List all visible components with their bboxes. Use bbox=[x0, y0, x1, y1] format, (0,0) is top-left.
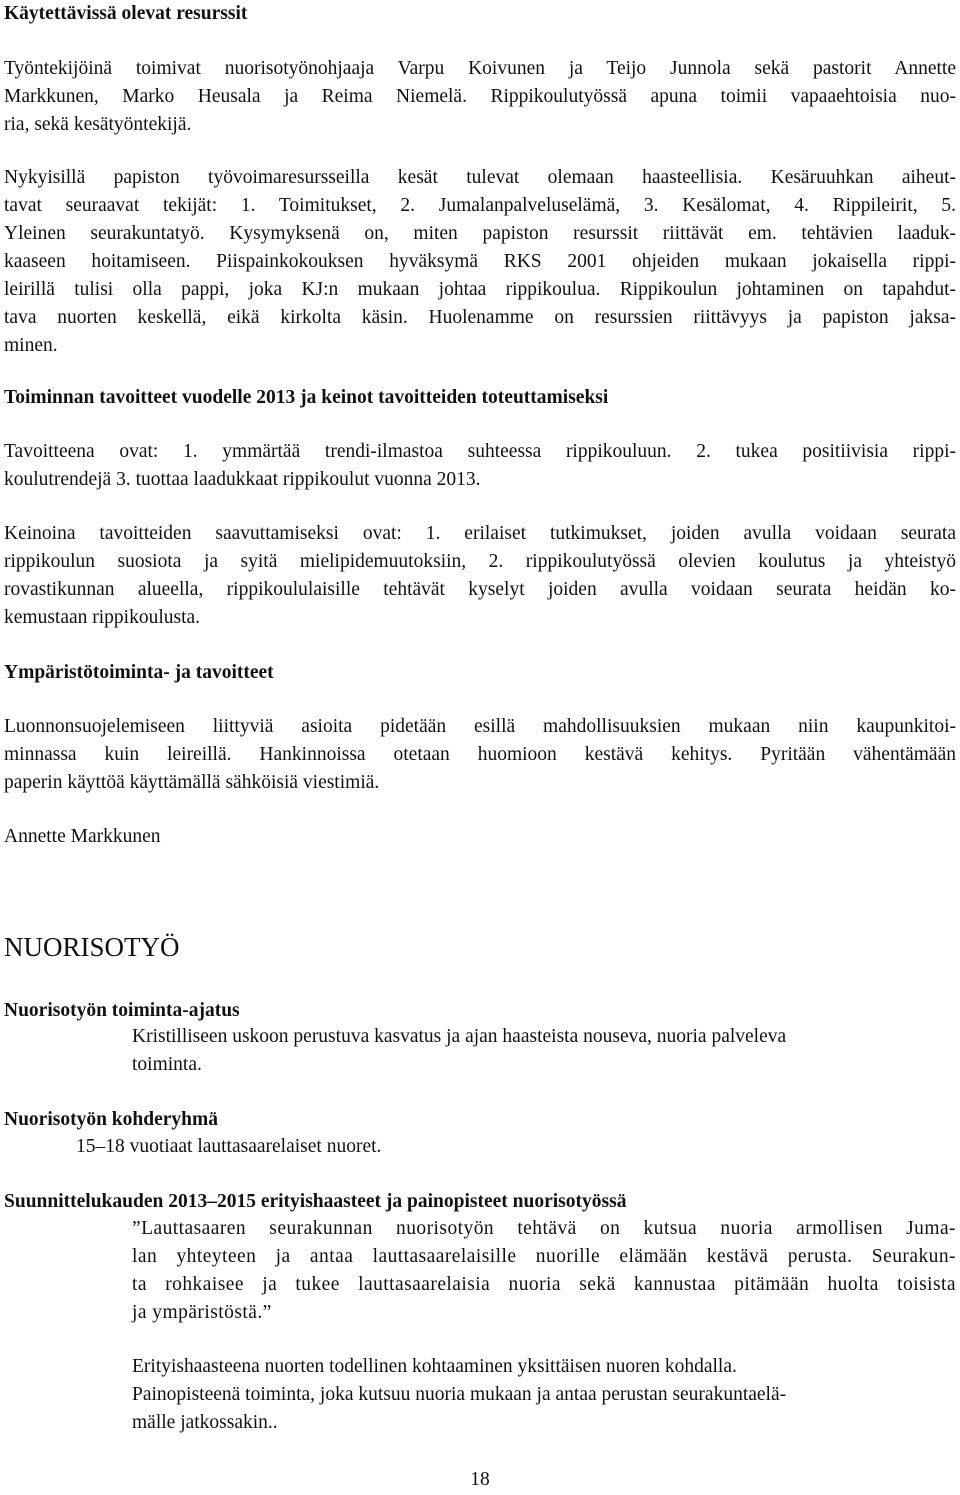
paragraph-line: tavat seuraavat tekijät: 1. Toimitukset, 2. Jumalanpalveluselämä, 3. Kesälomat, 4. Rippileirit, 5. bbox=[4, 195, 956, 216]
paragraph-line: Keinoina tavoitteiden saavuttamiseksi ovat: 1. erilaiset tutkimukset, joiden avulla voidaan seurata bbox=[4, 523, 956, 544]
paragraph-line: Markkunen, Marko Heusala ja Reima Niemelä. Rippikoulutyössä apuna toimii vapaaehtoisia nuo- bbox=[4, 86, 956, 107]
paragraph-line: tava nuorten keskellä, eikä kirkolta käsin. Huolenamme on resurssien riittävyys ja papiston jaksa- bbox=[4, 307, 956, 328]
paragraph-line: rippikoulun suosiota ja syitä mielipidemuutoksiin, 2. rippikoulutyössä olevien koulutus ja yhteistyö bbox=[4, 551, 956, 572]
paragraph-line: ria, sekä kesätyöntekijä. bbox=[4, 114, 192, 135]
signature-name: Annette Markkunen bbox=[4, 826, 161, 847]
paragraph-line: 15–18 vuotiaat lauttasaarelaiset nuoret. bbox=[76, 1136, 382, 1157]
paragraph-line: Erityishaasteena nuorten todellinen kohtaaminen yksittäisen nuoren kohdalla. bbox=[132, 1356, 737, 1377]
paragraph-line: Tavoitteena ovat: 1. ymmärtää trendi-ilmastoa suhteessa rippikouluun. 2. tukea positiivisia rippi- bbox=[4, 441, 956, 462]
page-title: NUORISOTYÖ bbox=[4, 932, 180, 962]
paragraph-line: toiminta. bbox=[132, 1054, 202, 1075]
paragraph-line: leirillä tulisi olla pappi, joka KJ:n mukaan johtaa rippikoulua. Rippikoulun johtaminen on tapahdut- bbox=[4, 279, 956, 300]
section-heading-environment: Ympäristötoiminta- ja tavoitteet bbox=[4, 662, 274, 683]
subheading-focus-areas: Suunnittelukauden 2013–2015 erityishaasteet ja painopisteet nuorisotyössä bbox=[4, 1191, 627, 1212]
paragraph-line: Työntekijöinä toimivat nuorisotyönohjaaja Varpu Koivunen ja Teijo Junnola sekä pastorit Annette bbox=[4, 58, 956, 79]
section-heading-resources: Käytettävissä olevat resurssit bbox=[4, 3, 248, 24]
paragraph-line: koulutrendejä 3. tuottaa laadukkaat rippikoulut vuonna 2013. bbox=[4, 469, 481, 490]
paragraph-line: minen. bbox=[4, 335, 58, 356]
paragraph-line: Kristilliseen uskoon perustuva kasvatus ja ajan haasteista nouseva, nuoria palveleva bbox=[132, 1026, 787, 1047]
quote-line: ta rohkaisee ja tukee lauttasaarelaisia nuoria sekä kannustaa pitämään huolta toisista bbox=[132, 1274, 956, 1295]
paragraph-line: paperin käyttöä käyttämällä sähköisiä viestimiä. bbox=[4, 772, 380, 793]
quote-line: ja ympäristöstä.” bbox=[132, 1302, 272, 1323]
section-heading-goals: Toiminnan tavoitteet vuodelle 2013 ja keinot tavoitteiden toteuttamiseksi bbox=[4, 387, 609, 408]
paragraph-line: kemustaan rippikoulusta. bbox=[4, 607, 201, 628]
subheading-mission: Nuorisotyön toiminta-ajatus bbox=[4, 1000, 240, 1021]
paragraph-line: mälle jatkossakin.. bbox=[132, 1412, 278, 1433]
page-number: 18 bbox=[470, 1469, 490, 1490]
paragraph-line: minnassa kuin leireillä. Hankinnoissa otetaan huomioon kestävä kehitys. Pyritään vähentämään bbox=[4, 744, 956, 765]
paragraph-line: kaaseen hoitamiseen. Piispainkokouksen hyväksymä RKS 2001 ohjeiden mukaan jokaisella rippi- bbox=[4, 251, 956, 272]
paragraph-line: Luonnonsuojelemiseen liittyviä asioita pidetään esillä mahdollisuuksien mukaan niin kaupunkitoi- bbox=[4, 716, 956, 737]
quote-line: lan yhteyteen ja antaa lauttasaarelaisille nuorille elämään kestävä perusta. Seurakun- bbox=[132, 1246, 956, 1267]
paragraph-line: rovastikunnan alueella, rippikoululaisille tehtävät kyselyt joiden avulla voidaan seurata heidän ko- bbox=[4, 579, 956, 600]
paragraph-line: Painopisteenä toiminta, joka kutsuu nuoria mukaan ja antaa perustan seurakuntaelä- bbox=[132, 1384, 787, 1405]
paragraph-line: Nykyisillä papiston työvoimaresursseilla kesät tulevat olemaan haasteellisia. Kesäruuhkan aiheut- bbox=[4, 167, 956, 188]
subheading-target-group: Nuorisotyön kohderyhmä bbox=[4, 1109, 218, 1130]
paragraph-line: Yleinen seurakuntatyö. Kysymyksenä on, miten papiston resurssit riittävät em. tehtävien laaduk- bbox=[4, 223, 956, 244]
quote-line: ”Lauttasaaren seurakunnan nuorisotyön tehtävä on kutsua nuoria armollisen Juma- bbox=[132, 1218, 956, 1239]
